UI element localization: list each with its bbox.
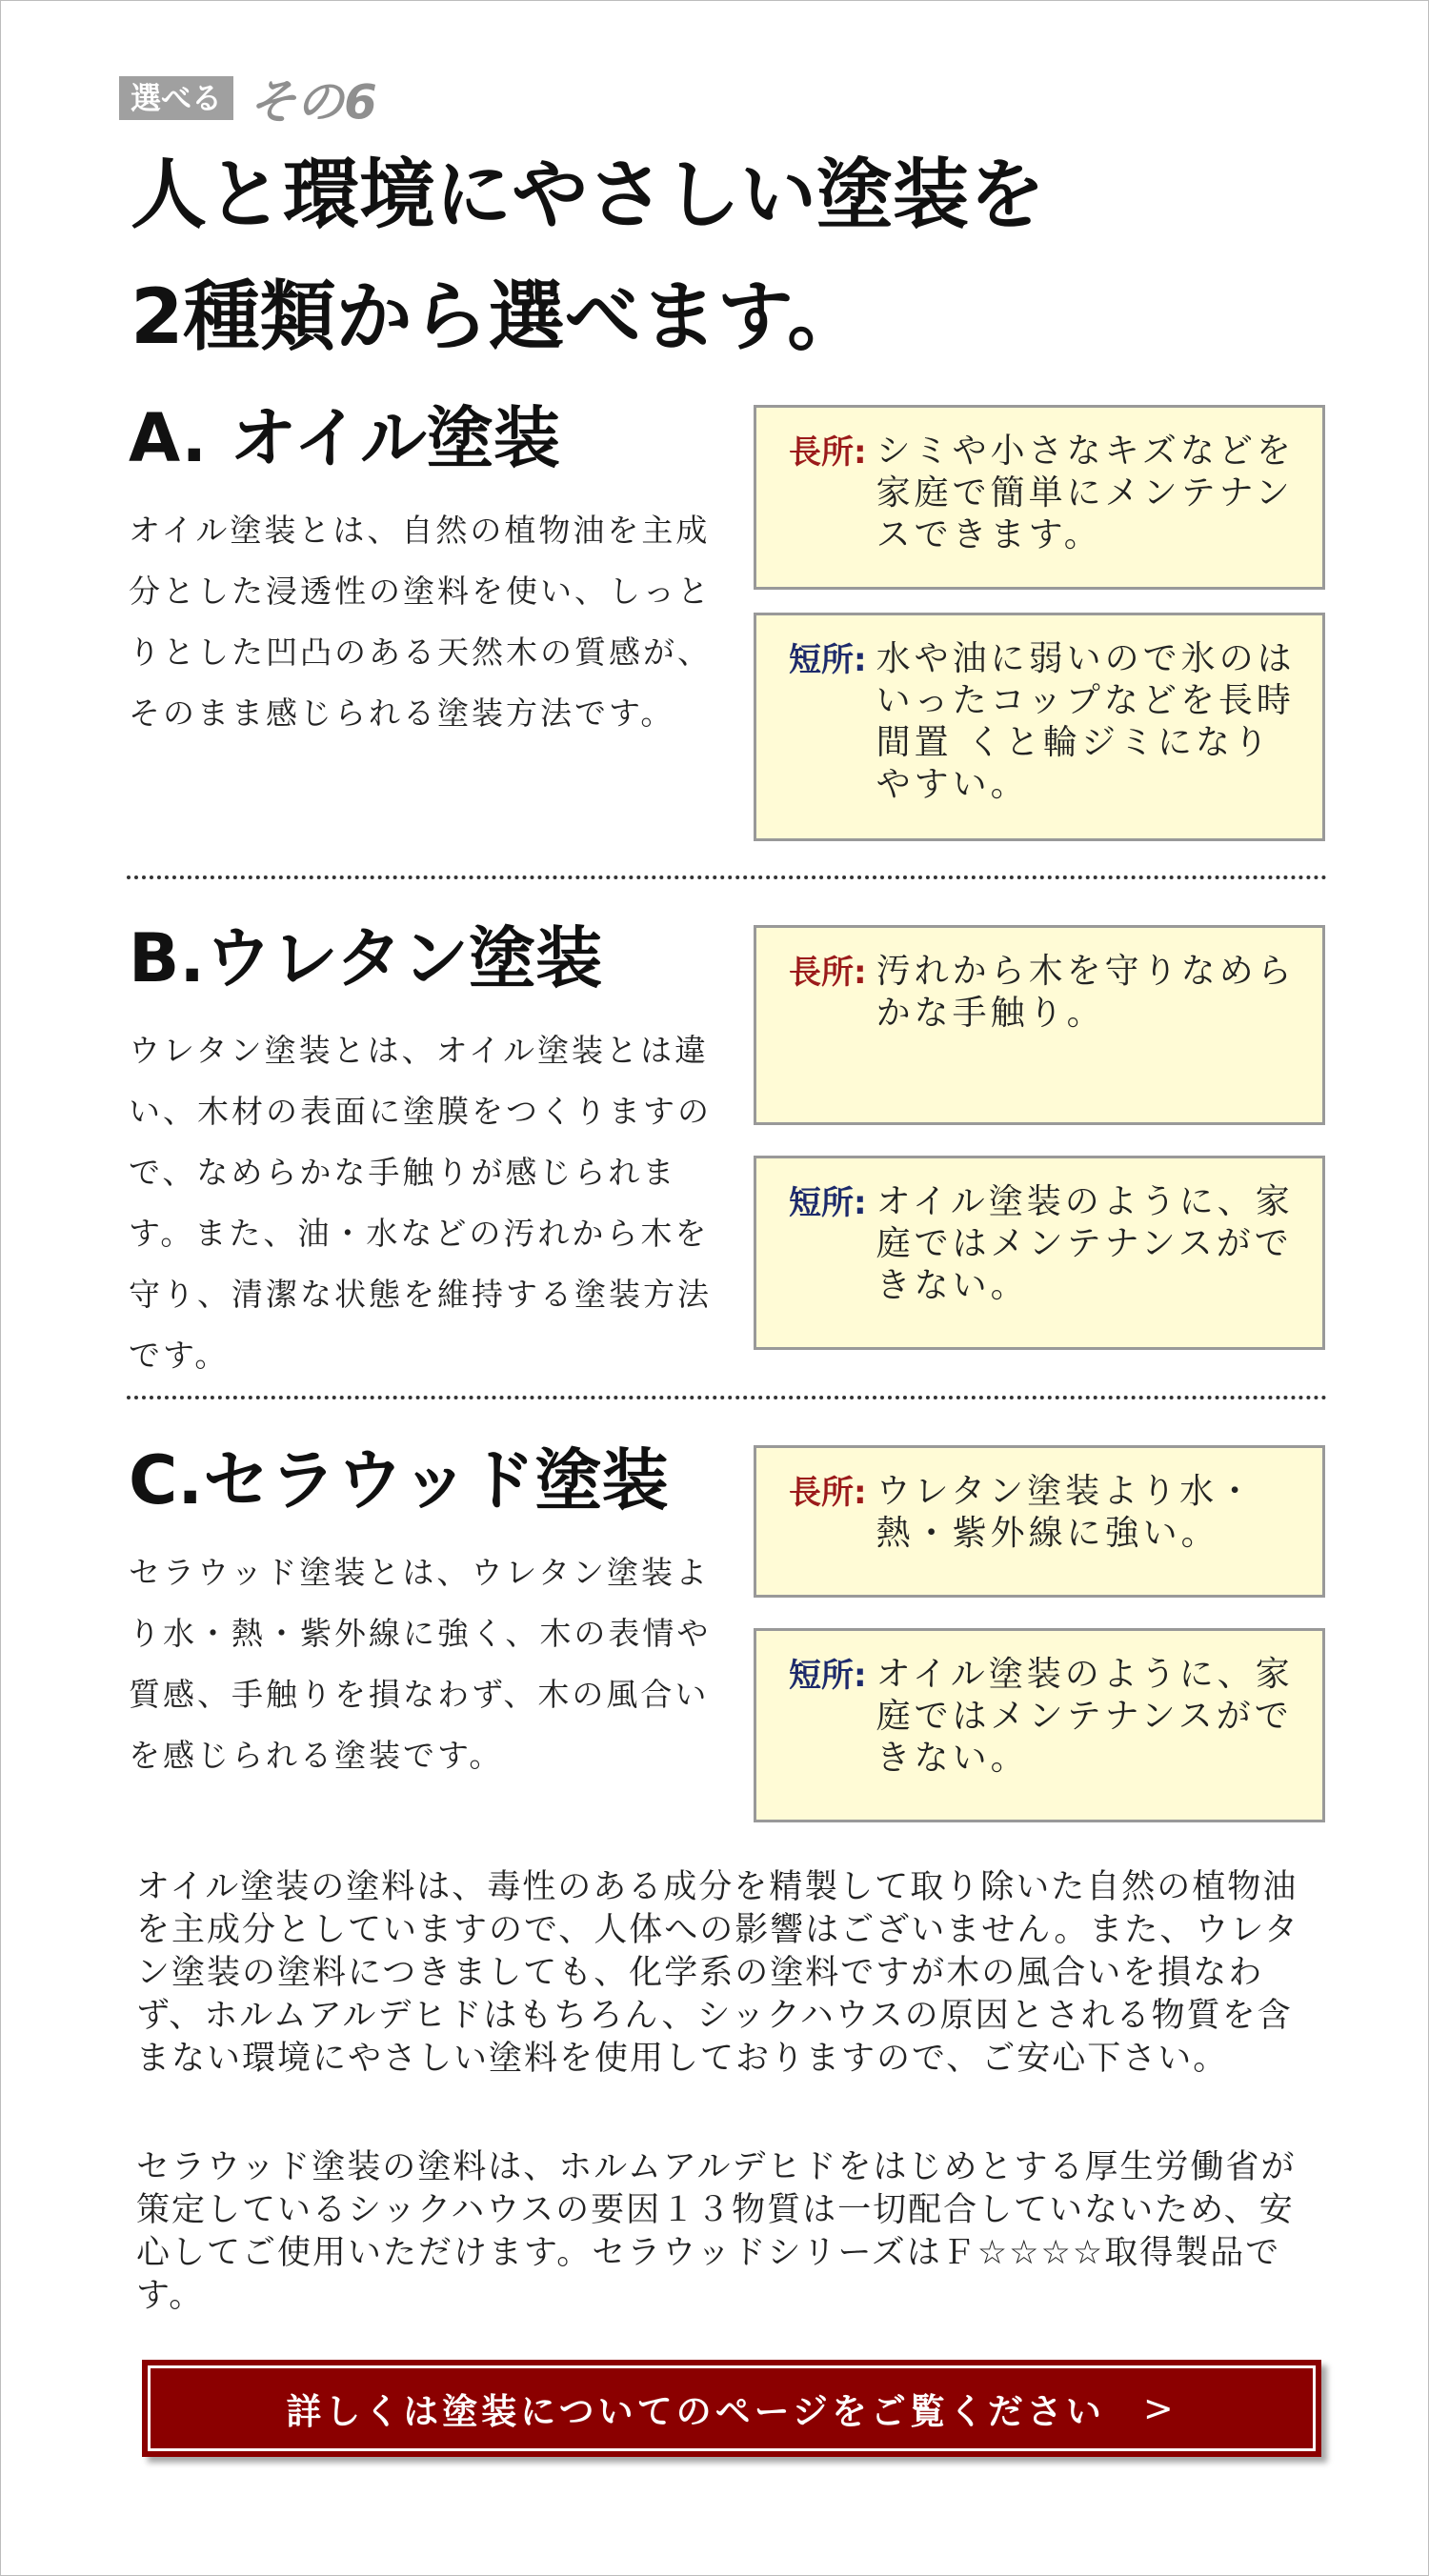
pro-box — [754, 1445, 1325, 1598]
section-urethane-text — [129, 906, 719, 1386]
con-box — [754, 613, 1325, 841]
choice-tag: 選べる — [119, 76, 233, 120]
painting-details-button-label: 詳しくは塗装についてのページをご覧ください — [286, 2391, 1105, 2432]
pro-text: シミや小さなキズなどを家庭で簡単にメンテナンスできます。 — [876, 432, 1295, 554]
painting-details-button[interactable] — [142, 2360, 1321, 2457]
section-description: オイル塗装とは、自然の植物油を主成分とした浸透性の塗料を使い、しっとりとした凹凸のある天然木の質感が、そのまま感じられる塗装方法です。 — [129, 512, 712, 732]
section-title: C.セラウッド塗装 — [129, 1441, 669, 1519]
section-description: ウレタン塗装とは、オイル塗装とは違い、木材の表面に塗膜をつくりますので、なめらかな手触りが感じられます。また、油・水などの汚れから木を守り、清潔な状態を維持する塗装方法です。 — [129, 1032, 712, 1374]
section-cerawood-text — [129, 1428, 719, 1786]
page-title-line1: 人と環境にやさしい塗装を — [131, 151, 1045, 239]
page-title — [131, 134, 1321, 378]
section-divider — [127, 875, 1327, 879]
note-paragraph-oil-urethane: オイル塗装の塗料は、毒性のある成分を精製して取り除いた自然の植物油を主成分としていますので、人体への影響はございません。また、ウレタン塗装の塗料につきましても、化学系の塗料ですが木の風合いを損なわず、ホルムアルデヒドはもちろん、シックハウスの原因とされる物質を含まない環境にやさしい塗料を使用しておりますので、ご安心下さい。 — [136, 1868, 1300, 2078]
con-label: 短所: — [789, 1657, 867, 1695]
painting-details-button-inner[interactable] — [148, 2365, 1316, 2451]
page-title-line2: 2種類から選べます。 — [131, 272, 864, 361]
con-text: 水や油に弱いので氷のはいったコップなどを長時間置 くと輪ジミになりやすい。 — [876, 639, 1296, 804]
pro-text: ウレタン塗装より水・熱・紫外線に強い。 — [876, 1472, 1257, 1553]
section-title: B.ウレタン塗装 — [129, 919, 603, 997]
section-description: セラウッド塗装とは、ウレタン塗装より水・熱・紫外線に強く、木の表情や質感、手触りを損なわず、木の風合いを感じられる塗装です。 — [129, 1554, 712, 1774]
pro-box — [754, 405, 1325, 590]
sub-header — [119, 73, 377, 130]
pro-label: 長所: — [789, 433, 867, 472]
pro-box — [754, 925, 1325, 1125]
pro-label: 長所: — [789, 954, 867, 992]
pro-label: 長所: — [789, 1474, 867, 1512]
section-divider — [127, 1396, 1327, 1399]
choice-number: その6 — [249, 74, 377, 130]
con-box — [754, 1628, 1325, 1822]
con-text: オイル塗装のように、家庭ではメンテナンスができない。 — [876, 1182, 1294, 1305]
chevron-right-icon: > — [1142, 2387, 1177, 2429]
note-paragraph-cerawood: セラウッド塗装の塗料は、ホルムアルデヒドをはじめとする厚生労働省が策定しているシックハウスの要因１３物質は一切配合していないため、安心してご使用いただけます。セラウッドシリーズはＦ☆☆☆☆取得製品です。 — [136, 2148, 1297, 2315]
pro-text: 汚れから木を守りなめらかな手触り。 — [876, 952, 1296, 1033]
con-label: 短所: — [789, 641, 867, 679]
con-text: オイル塗装のように、家庭ではメンテナンスができない。 — [876, 1655, 1294, 1778]
con-label: 短所: — [789, 1184, 867, 1222]
section-oil-text — [129, 386, 719, 744]
section-title: A. オイル塗装 — [129, 399, 560, 477]
con-box — [754, 1156, 1325, 1350]
